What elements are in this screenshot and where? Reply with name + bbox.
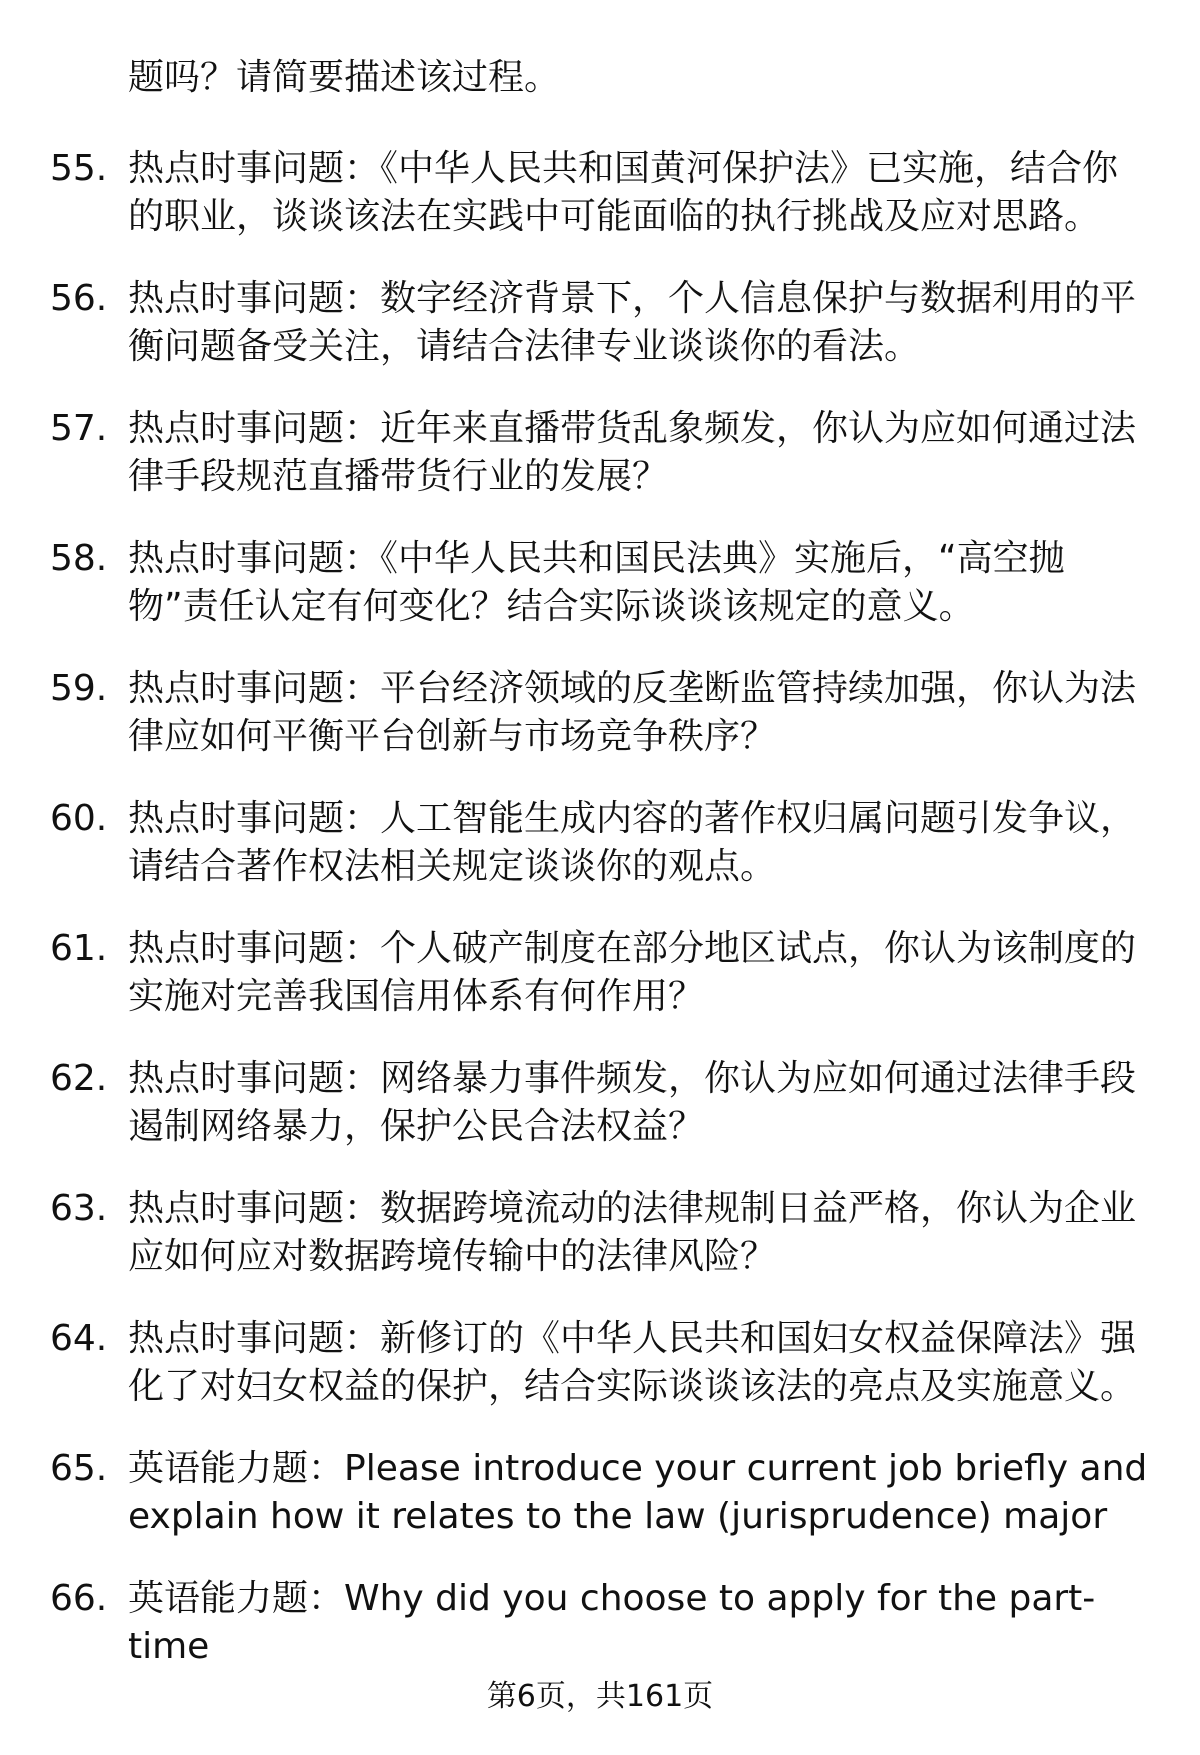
question-number: 61.	[50, 928, 108, 969]
question-text: 热点时事问题：数据跨境流动的法律规制日益严格，你认为企业应如何应对数据跨境传输中的法律风险？	[128, 1188, 1137, 1277]
question-number: 57.	[50, 408, 108, 449]
question-number: 66.	[50, 1578, 108, 1619]
question-text: 热点时事问题：《中华人民共和国民法典》实施后，“高空抛物”责任认定有何变化？结合实际谈谈该规定的意义。	[128, 538, 1065, 627]
question-text: 热点时事问题：平台经济领域的反垄断监管持续加强，你认为法律应如何平衡平台创新与市场竞争秩序？	[128, 668, 1137, 757]
question-number: 56.	[50, 278, 108, 319]
question-text: 英语能力题：Why did you choose to apply for the part-time	[128, 1578, 1096, 1667]
question-item	[0, 1445, 1200, 1575]
question-text: 英语能力题：Please introduce your current job briefly and explain how it relates to the law (jurisprudence) major	[128, 1448, 1148, 1537]
question-text: 热点时事问题：人工智能生成内容的著作权归属问题引发争议，请结合著作权法相关规定谈谈你的观点。	[128, 798, 1137, 887]
question-text: 热点时事问题：个人破产制度在部分地区试点，你认为该制度的实施对完善我国信用体系有何作用？	[128, 928, 1137, 1017]
question-item	[0, 275, 1200, 405]
question-item	[0, 665, 1200, 795]
question-number: 55.	[50, 148, 108, 189]
question-item	[0, 1055, 1200, 1185]
page-number-footer: 第6页，共161页	[486, 1679, 714, 1714]
question-text: 热点时事问题：《中华人民共和国黄河保护法》已实施，结合你的职业，谈谈该法在实践中可能面临的执行挑战及应对思路。	[128, 148, 1119, 237]
question-number: 63.	[50, 1188, 108, 1229]
question-text: 热点时事问题：数字经济背景下，个人信息保护与数据利用的平衡问题备受关注，请结合法律专业谈谈你的看法。	[128, 278, 1137, 367]
question-text: 热点时事问题：新修订的《中华人民共和国妇女权益保障法》强化了对妇女权益的保护，结合实际谈谈该法的亮点及实施意义。	[128, 1318, 1137, 1407]
question-number: 59.	[50, 668, 108, 709]
question-item	[0, 145, 1200, 275]
question-item	[0, 535, 1200, 665]
question-item	[0, 1185, 1200, 1315]
question-number: 65.	[50, 1448, 108, 1489]
question-item	[0, 795, 1200, 925]
question-item	[0, 925, 1200, 1055]
previous-question-continuation: 题吗？请简要描述该过程。	[128, 57, 561, 98]
question-number: 58.	[50, 538, 108, 579]
question-number: 62.	[50, 1058, 108, 1099]
question-list	[0, 145, 1200, 1705]
question-number: 60.	[50, 798, 108, 839]
question-text: 热点时事问题：近年来直播带货乱象频发，你认为应如何通过法律手段规范直播带货行业的发展？	[128, 408, 1137, 497]
question-item	[0, 1315, 1200, 1445]
question-item	[0, 405, 1200, 535]
question-text: 热点时事问题：网络暴力事件频发，你认为应如何通过法律手段遏制网络暴力，保护公民合法权益？	[128, 1058, 1137, 1147]
question-number: 64.	[50, 1318, 108, 1359]
